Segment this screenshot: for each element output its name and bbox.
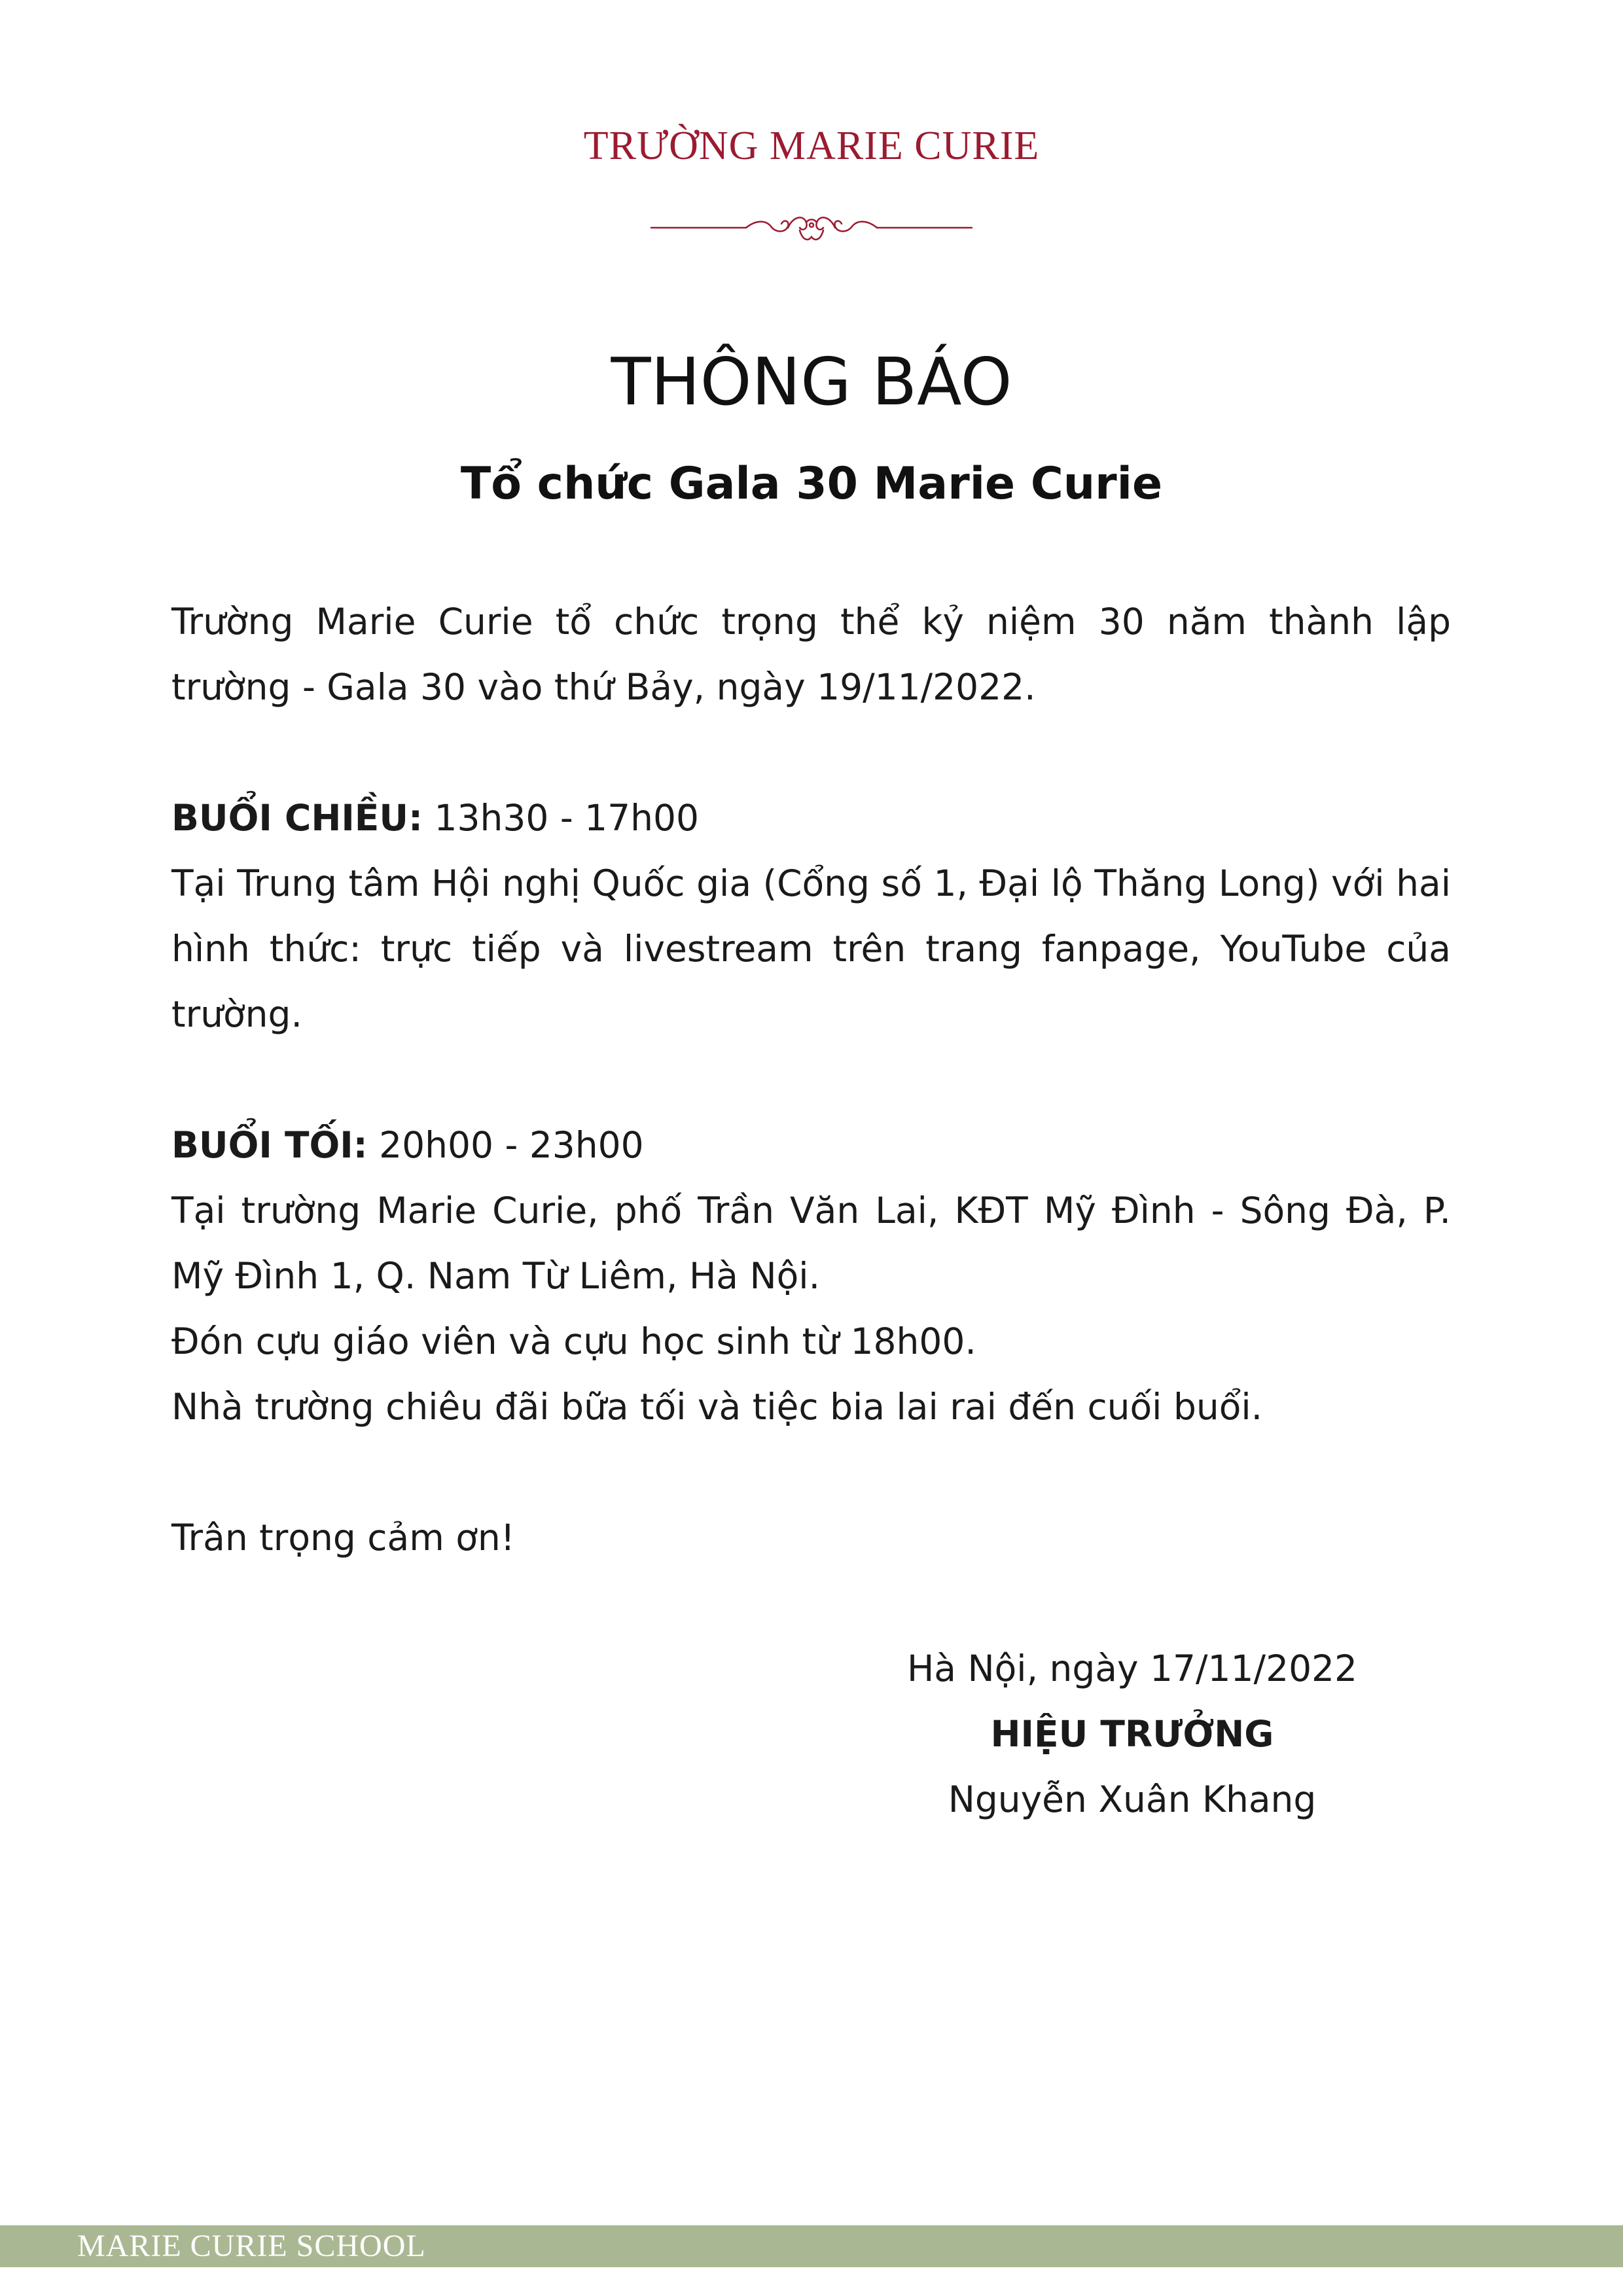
closing-text: Trân trọng cảm ơn! (171, 1517, 515, 1559)
signature-block (897, 1636, 1368, 1832)
signature-name: Nguyễn Xuân Khang (948, 1778, 1317, 1820)
school-name-header: TRƯỜNG MARIE CURIE (583, 124, 1040, 168)
signature-position: HIỆU TRƯỞNG (990, 1713, 1274, 1755)
evening-welcome: Đón cựu giáo viên và cựu học sinh từ 18h00. (171, 1320, 976, 1362)
afternoon-time: 13h30 - 17h00 (434, 797, 700, 839)
afternoon-section (171, 785, 1451, 1047)
afternoon-heading (171, 785, 1451, 851)
signature-place-date: Hà Nội, ngày 17/11/2022 (906, 1648, 1358, 1689)
intro-paragraph: Trường Marie Curie tổ chức trọng thể kỷ niệm 30 năm thành lập trường - Gala 30 vào thứ Bảy, ngày 19/11/2022. (171, 601, 1451, 708)
afternoon-details: Tại Trung tâm Hội nghị Quốc gia (Cổng số 1, Đại lộ Thăng Long) với hai hình thức: trực tiếp và livestream trên trang fanpage, YouTube của trường. (171, 862, 1451, 1035)
evening-label: BUỔI TỐI: (171, 1124, 368, 1166)
footer-school-name: MARIE CURIE SCHOOL (77, 2229, 426, 2263)
evening-section (171, 1112, 1451, 1439)
footer-bar (0, 2225, 1623, 2267)
afternoon-label: BUỔI CHIỀU: (171, 797, 423, 839)
flourish-ornament-icon (648, 208, 975, 247)
notice-subtitle: Tổ chức Gala 30 Marie Curie (460, 458, 1163, 510)
evening-location: Tại trường Marie Curie, phố Trần Văn Lai, KĐT Mỹ Đình - Sông Đà, P. Mỹ Đình 1, Q. Nam Từ Liêm, Hà Nội. (171, 1190, 1451, 1297)
notice-title: THÔNG BÁO (611, 344, 1012, 420)
evening-dinner: Nhà trường chiêu đãi bữa tối và tiệc bia lai rai đến cuối buổi. (171, 1386, 1263, 1428)
evening-heading (171, 1112, 1451, 1178)
evening-time: 20h00 - 23h00 (379, 1124, 644, 1166)
